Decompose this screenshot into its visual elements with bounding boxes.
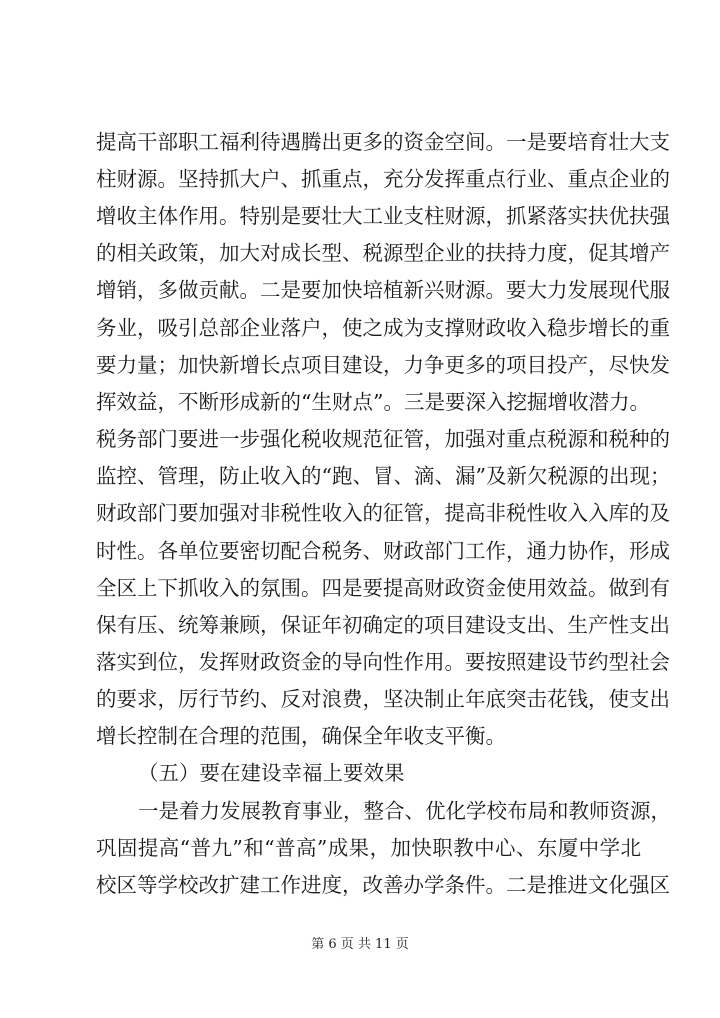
body-line: 税务部门要进一步强化税收规范征管，加强对重点税源和税种的: [96, 427, 670, 451]
body-line: 全区上下抓收入的氛围。四是要提高财政资金使用效益。做到有: [96, 576, 670, 600]
body-line: 落实到位，发挥财政资金的导向性作用。要按照建设节约型社会: [96, 650, 670, 674]
body-line: 提高干部职工福利待遇腾出更多的资金空间。一是要培育壮大支: [96, 130, 670, 154]
body-line: 增销，多做贡献。二是要加快培植新兴财源。要大力发展现代服: [96, 278, 670, 302]
body-line: 监控、管理，防止收入的“跑、冒、滴、漏”及新欠税源的出现；: [96, 464, 671, 488]
body-line: 时性。各单位要密切配合税务、财政部门工作，通力协作，形成: [96, 539, 670, 563]
body-line: 增收主体作用。特别是要壮大工业支柱财源，抓紧落实扶优扶强: [96, 204, 670, 228]
body-line: 增长控制在合理的范围，确保全年收支平衡。: [96, 724, 506, 748]
body-line: 巩固提高“普九”和“普高”成果，加快职教中心、东厦中学北: [96, 836, 641, 860]
section-heading: （五）要在建设幸福上要效果: [138, 761, 405, 785]
body-line: 一是着力发展教育事业，整合、优化学校布局和教师资源，: [138, 799, 671, 823]
body-line: 的相关政策，加大对成长型、税源型企业的扶持力度，促其增产: [96, 241, 670, 265]
body-line: 务业，吸引总部企业落户，使之成为支撑财政收入稳步增长的重: [96, 316, 670, 340]
body-line: 挥效益，不断形成新的“生财点”。三是要深入挖掘增收潜力。: [96, 390, 650, 414]
body-line: 的要求，厉行节约、反对浪费，坚决制止年底突击花钱，使支出: [96, 687, 670, 711]
body-line: 保有压、统筹兼顾，保证年初确定的项目建设支出、生产性支出: [96, 613, 670, 637]
body-line: 要力量；加快新增长点项目建设，力争更多的项目投产，尽快发: [96, 353, 670, 377]
page-number-footer: 第 6 页 共 11 页: [311, 937, 409, 952]
body-line: 财政部门要加强对非税性收入的征管，提高非税性收入入库的及: [96, 501, 670, 525]
body-line: 校区等学校改扩建工作进度，改善办学条件。二是推进文化强区: [96, 873, 670, 897]
body-line: 柱财源。坚持抓大户、抓重点，充分发挥重点行业、重点企业的: [96, 167, 670, 191]
